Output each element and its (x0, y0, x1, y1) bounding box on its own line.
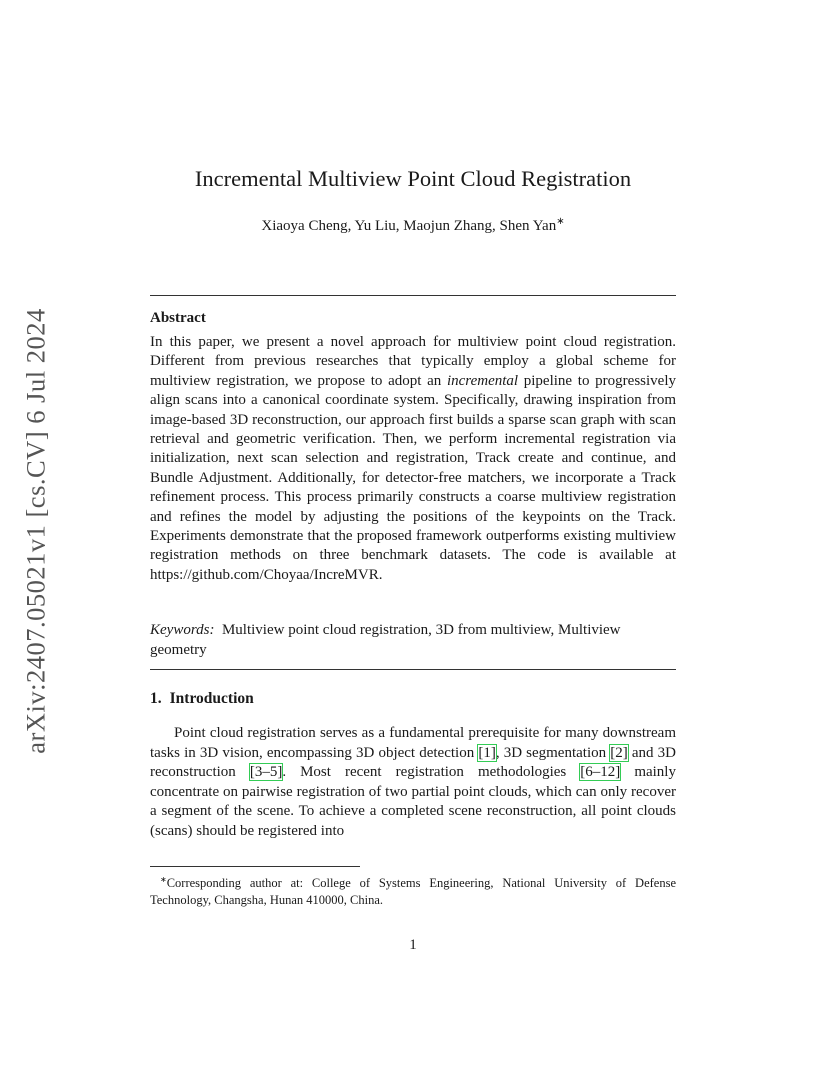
section-number: 1. (150, 690, 162, 707)
page-number: 1 (409, 937, 417, 953)
intro-text-1: Point cloud registration serves as a fundamental prerequisite for many downstream tasks in 3D vision, encompassing 3D object detection (150, 725, 676, 761)
abstract-top-rule (150, 295, 676, 296)
keywords-text: Multiview point cloud registration, 3D from multiview, Multiview geometry (150, 622, 621, 658)
arxiv-sidebar (6, 306, 66, 756)
citation-label-2: [2] (610, 744, 628, 761)
citation-label-6-12: [6–12] (580, 764, 621, 781)
abstract-heading: Abstract (150, 310, 206, 326)
citation-link-3-5[interactable] (250, 764, 283, 780)
abstract-bottom-rule (150, 669, 676, 670)
intro-text-3: and 3D reconstruction (150, 744, 676, 781)
section-title: Introduction (169, 690, 254, 707)
keywords (150, 620, 676, 660)
introduction-paragraph (150, 724, 676, 842)
footnote-text: Corresponding author at: College of Systems Engineering, National University of Defense Technology, Changsha, Hunan 410000, China. (150, 876, 676, 908)
footnote-rule (150, 866, 360, 867)
abstract-italic-word: incremental (446, 372, 519, 389)
citation-label-3-5: [3–5] (249, 764, 283, 781)
section-heading-introduction (150, 690, 254, 708)
intro-text-2: , 3D segmentation (495, 744, 611, 761)
citation-link-6-12[interactable] (580, 764, 620, 780)
citation-link-2[interactable] (610, 745, 628, 761)
paper-title: Incremental Multiview Point Cloud Registration (194, 166, 632, 191)
arxiv-identifier: arXiv:2407.05021v1 [cs.CV] 6 Jul 2024 (20, 308, 51, 754)
corresponding-author-mark: ∗ (556, 216, 565, 227)
abstract-body (150, 333, 676, 585)
abstract-text-part1: In this paper, we present a novel approach for multiview point cloud registration. Different from previous researches that typically employ a global scheme for multiview registration, we propose to adopt an (150, 334, 676, 389)
abstract-text-part2: pipeline to progressively align scans into a canonical coordinate system. Specifically, drawing inspiration from image-based 3D reconstruction, our approach first builds a sparse scan graph with scan retrieval and geometric verification. Then, we perform incremental registration via initialization, next scan selection and registration, Track create and continue, and Bundle Adjustment. Additionally, for detector-free matchers, we incorporate a Track refinement process. This process primarily constructs a coarse multiview registration and refines the model by adjusting the positions of the keypoints on the Track. Experiments demonstrate that the proposed framework outperforms existing multiview registration methods on three benchmark datasets. The code is available at https://github.com/Choyaa/IncreMVR. (150, 372, 676, 583)
footnote (150, 871, 676, 909)
author-list (150, 216, 676, 235)
citation-label-1: [1] (478, 744, 496, 761)
intro-text-5: mainly concentrate on pairwise registration of two partial point clouds, which can only recover a segment of the scene. To achieve a completed scene reconstruction, all point clouds (scans) should be registered into (150, 764, 676, 839)
authors-text: Xiaoya Cheng, Yu Liu, Maojun Zhang, Shen Yan (261, 218, 557, 234)
intro-text-4: . Most recent registration methodologies (282, 764, 581, 781)
keywords-label: Keywords: (150, 622, 215, 638)
footnote-mark: ∗ (160, 875, 167, 884)
citation-link-1[interactable] (478, 745, 496, 761)
